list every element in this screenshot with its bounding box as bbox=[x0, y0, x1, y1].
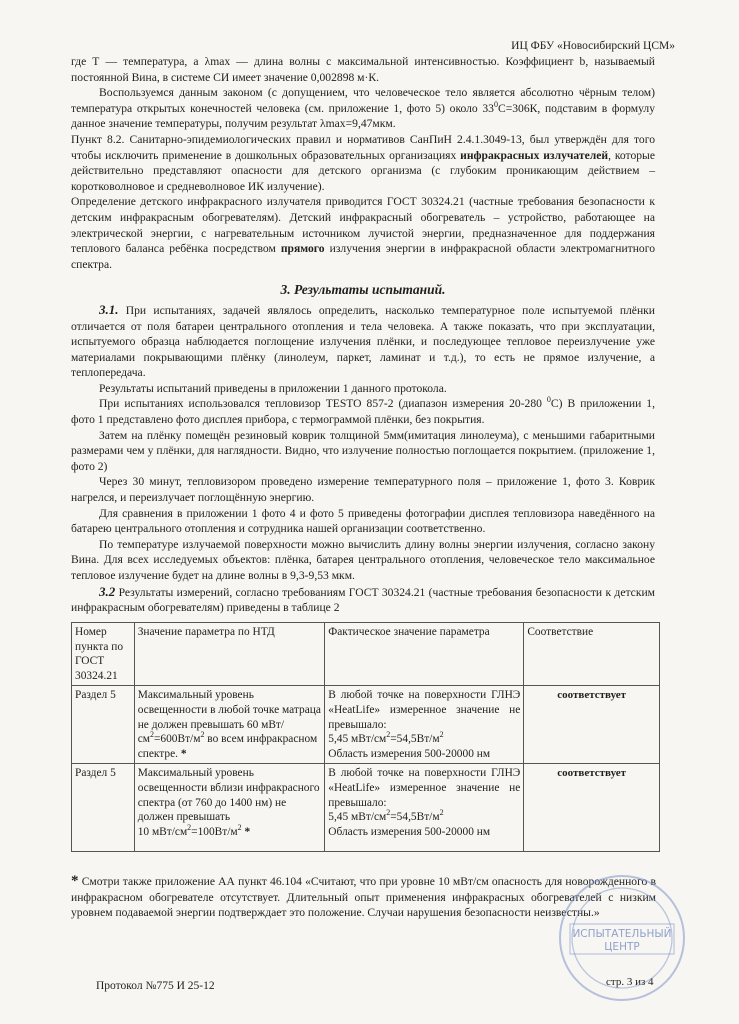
paragraph-body-temperature: Воспользуемся данным законом (с допущением, что человеческое тело является абсолютно чёрным телом) температура открытых конечностей человека (см. приложение 1, фото 5) около $33^0С=306К$, подставим в формулу данное значение температуры, получим результат λmax=9,47мкм. bbox=[71, 86, 655, 131]
paragraph-30-minutes: Через 30 минут, тепловизором проведено измерение температурного поля – приложение 1, фото 3. Коврик нагрелся, и переизлучает поглощённую энергию. bbox=[71, 475, 655, 505]
page-number: стр. 3 из 4 bbox=[606, 976, 654, 988]
table-row bbox=[72, 686, 660, 764]
footnote-asterisk: * bbox=[71, 873, 79, 889]
stamp-line-1: ИСПЫТАТЕЛЬНЫЙ bbox=[572, 928, 672, 940]
paragraph-rubber-mat: Затем на плёнку помещён резиновый коврик толщиной 5мм(имитация линолеума), с меньшими габаритными размерами чем у плёнки, для наглядности. Видно, что излучение полностью поглощается покрытием. (приложение 1, фото 2) bbox=[71, 428, 655, 473]
paragraph-results-ref: Результаты испытаний приведены в приложении 1 данного протокола. bbox=[99, 381, 447, 395]
table-cell-actual: В любой точке на поверхности ГЛНЭ «HeatLife» измеренное значение не превышало: 5,45 мВт/$см^2=54,5Вт/м^2$ Область измерения 500-20000 нм bbox=[325, 686, 524, 764]
asterisk-mark: * bbox=[180, 747, 187, 760]
asterisk-mark: * bbox=[244, 825, 251, 838]
table-row bbox=[72, 764, 660, 852]
paragraph-3-2: 3.2 Результаты измерений, согласно требованиям ГОСТ 30324.21 (частные требования безопасности к детским инфракрасным обогревателям) приведены в таблице 2 bbox=[71, 583, 655, 615]
paragraph-wavelength: По температуре излучаемой поверхности можно вычислить длину волны энергии излучения, согласно закону Вина. Для всех исследуемых объектов: плёнка, батарея центрального отопления, человеческое тело максимальное тепловое излучение будет на длине волны в 9,3-9,53 мкм. bbox=[71, 537, 655, 582]
table-header-row bbox=[72, 623, 660, 686]
footnote: * Смотри также приложение АА пункт 46.104 «Считают, что при уровне 10 мВт/см опасность для новорожденного в инфракрасном обогревателе отсутствует. Длительный опыт применения инфракрасных обогревателей с низким уровнем подаваемой энергии подтверждает это положение. Случаи нарушения безопасности неизвестны.» bbox=[71, 873, 657, 920]
table-header-cell: Номер пункта по ГОСТ 30324.21 bbox=[72, 623, 135, 686]
paragraph-wien-constant: где Т — температура, а λmax — длина волны с максимальной интенсивностью. Коэффициент b, называемый постоянной Вина, в системе СИ имеет значение 0,002898 м·К. bbox=[71, 55, 655, 84]
paragraph-gost-definition: Определение детского инфракрасного излучателя приводится ГОСТ 30324.21 (частные требования безопасности к детским инфракрасным обогревателям). Детский инфракрасный обогреватель – устройство, работающее на электрической энергии, с нагревательным источником лучистой энергии, предназначенное для поддержания теплового баланса ребёнка посредством прямого излучения энергии в инфракрасной области электромагнитного спектра. bbox=[71, 195, 655, 271]
section-title: 3. Результаты испытаний. bbox=[280, 282, 446, 298]
header-organization: ИЦ ФБУ «Новосибирский ЦСМ» bbox=[511, 40, 675, 52]
table-cell-actual: В любой точке на поверхности ГЛНЭ «HeatLife» измеренное значение не превышало: 5,45 мВт/$см^2=54,5Вт/м^2$ Область измерения 500-20000 нм bbox=[325, 764, 524, 852]
table-cell-section: Раздел 5 bbox=[72, 686, 135, 764]
stamp-seal-icon bbox=[556, 872, 688, 1004]
document-body bbox=[71, 54, 655, 616]
table-cell-status: соответствует bbox=[524, 686, 660, 764]
results-table bbox=[71, 622, 660, 852]
table-header-cell: Соответствие bbox=[524, 623, 660, 686]
table-cell-section: Раздел 5 bbox=[72, 764, 135, 852]
paragraph-sanpin: Пункт 8.2. Санитарно-эпидемиологических правил и нормативов СанПиН 2.4.1.3049-13, был утверждён для того чтобы исключить применение в дошкольных образовательных организациях инфракрасных излучателей, которые действительно представляют опасности для детского организма (с глубоким проникающим действием – коротковолновое и средневолновое ИК излучение). bbox=[71, 132, 655, 193]
table-cell-norm: Максимальный уровень освещенности вблизи инфракрасного спектра (от 760 до 1400 нм) не должен превышать 10 мВт/$см^2=100Вт/м^2$ * bbox=[134, 764, 325, 852]
paragraph-thermal-imager: При испытаниях использовался тепловизор TESTO 857-2 (диапазон измерения 20-280 $^0$С) В приложении 1, фото 1 представлено фото дисплея прибора, с термограммой плёнки, без покрытия. bbox=[71, 395, 655, 427]
protocol-number: Протокол №775 И 25-12 bbox=[96, 980, 215, 992]
stamp-line-2: ЦЕНТР bbox=[604, 941, 640, 953]
table-header-cell: Значение параметра по НТД bbox=[134, 623, 325, 686]
table-cell-status: соответствует bbox=[524, 764, 660, 852]
table-header-cell: Фактическое значение параметра bbox=[325, 623, 524, 686]
paragraph-3-1: 3.1. При испытаниях, задачей являлось определить, насколько температурное поле испытуемой плёнки отличается от поля батареи центрального отопления и тела человека. А также показать, что при эксплуатации, испытуемого образца наблюдается поглощение излучения плёнки, и последующее тепловое переизлучение уже материалами покрывающими плёнку (линолеум, паркет, ламинат и т.д.), то есть не прямое излучение, а теплопередача. bbox=[71, 301, 655, 380]
paragraph-comparison: Для сравнения в приложении 1 фото 4 и фото 5 приведены фотографии дисплея тепловизора наведённого на батарею центрального отопления и сотрудника нашей организации соответственно. bbox=[71, 506, 655, 536]
table-cell-norm: Максимальный уровень освещенности в любой точке матраца не должен превышать 60 мВт/$см^2=600Вт/м^2$ во всем инфракрасном спектре. * bbox=[134, 686, 325, 764]
